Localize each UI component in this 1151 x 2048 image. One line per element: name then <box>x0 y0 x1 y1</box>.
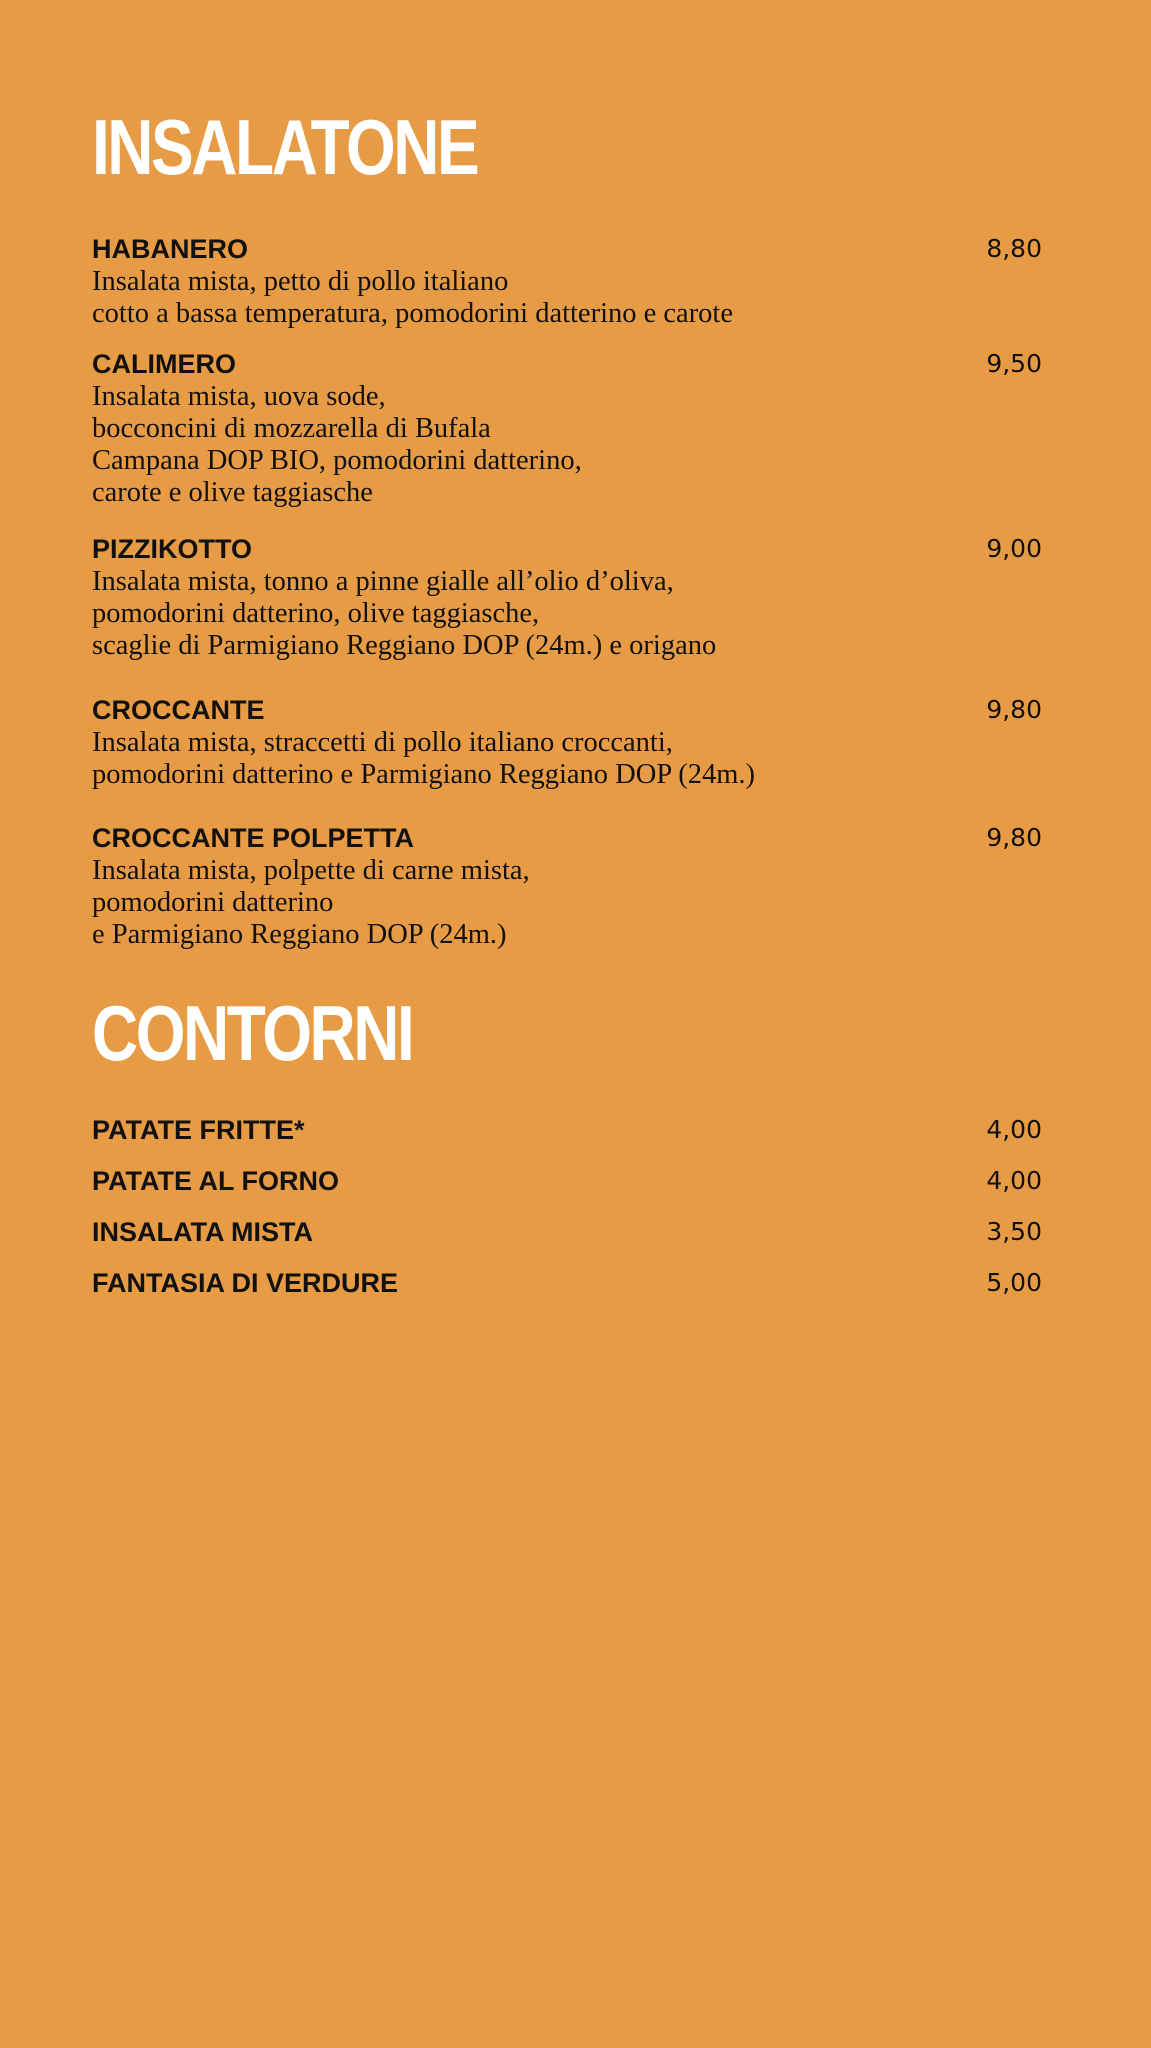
side-item-fantasia-di-verdure <box>92 1265 1042 1301</box>
description-line: carote e olive taggiasche <box>92 477 373 508</box>
menu-item-description <box>92 855 1042 951</box>
menu-item-croccante <box>92 693 1042 791</box>
menu-item-description <box>92 566 1042 662</box>
description-line: Insalata mista, tonno a pinne gialle all’olio d’oliva, <box>92 566 674 597</box>
menu-item-name: PIZZIKOTTO <box>92 534 252 564</box>
menu-item-header <box>92 347 1042 381</box>
side-item-price: 5,00 <box>986 1268 1042 1297</box>
menu-item-calimero <box>92 347 1042 509</box>
menu-item-header <box>92 821 1042 855</box>
description-line: Campana DOP BIO, pomodorini datterino, <box>92 445 582 476</box>
menu-item-habanero <box>92 232 1042 330</box>
menu-item-description <box>92 727 1042 791</box>
menu-item-pizzikotto <box>92 532 1042 662</box>
description-line: Insalata mista, uova sode, <box>92 381 386 412</box>
menu-item-name: HABANERO <box>92 234 249 264</box>
menu-item-header <box>92 232 1042 266</box>
description-line: bocconcini di mozzarella di Bufala <box>92 413 491 444</box>
description-line: pomodorini datterino <box>92 887 334 918</box>
menu-item-price: 9,50 <box>986 349 1042 378</box>
side-item-name: PATATE FRITTE* <box>92 1115 305 1145</box>
side-item-name: PATATE AL FORNO <box>92 1166 339 1196</box>
menu-item-name: CALIMERO <box>92 349 236 379</box>
description-line: pomodorini datterino e Parmigiano Reggiano DOP (24m.) <box>92 759 756 790</box>
description-line: Insalata mista, polpette di carne mista, <box>92 855 530 886</box>
description-line: pomodorini datterino, olive taggiasche, <box>92 598 540 629</box>
description-line: Insalata mista, petto di pollo italiano <box>92 266 509 297</box>
side-item-price: 3,50 <box>986 1217 1042 1246</box>
menu-item-description <box>92 266 1042 330</box>
menu-item-name: CROCCANTE <box>92 695 265 725</box>
description-line: scaglie di Parmigiano Reggiano DOP (24m.) e origano <box>92 630 717 661</box>
menu-item-price: 9,80 <box>986 695 1042 724</box>
side-item-name: FANTASIA DI VERDURE <box>92 1268 399 1298</box>
side-item-name: INSALATA MISTA <box>92 1217 313 1247</box>
menu-item-header <box>92 693 1042 727</box>
menu-item-price: 9,80 <box>986 823 1042 852</box>
menu-item-name: CROCCANTE POLPETTA <box>92 823 414 853</box>
menu-item-price: 9,00 <box>986 534 1042 563</box>
section-title-insalatone: INSALATONE <box>92 103 478 191</box>
menu-item-croccante-polpetta <box>92 821 1042 951</box>
side-item-patate-fritte <box>92 1112 1042 1148</box>
menu-item-header <box>92 532 1042 566</box>
description-line: Insalata mista, straccetti di pollo italiano croccanti, <box>92 727 673 758</box>
side-item-price: 4,00 <box>986 1115 1042 1144</box>
description-line: e Parmigiano Reggiano DOP (24m.) <box>92 919 507 950</box>
side-item-patate-al-forno <box>92 1163 1042 1199</box>
side-item-insalata-mista <box>92 1214 1042 1250</box>
menu-item-description <box>92 381 1042 509</box>
menu-item-price: 8,80 <box>986 234 1042 263</box>
side-item-price: 4,00 <box>986 1166 1042 1195</box>
section-title-contorni: CONTORNI <box>92 989 413 1077</box>
description-line: cotto a bassa temperatura, pomodorini datterino e carote <box>92 298 733 329</box>
